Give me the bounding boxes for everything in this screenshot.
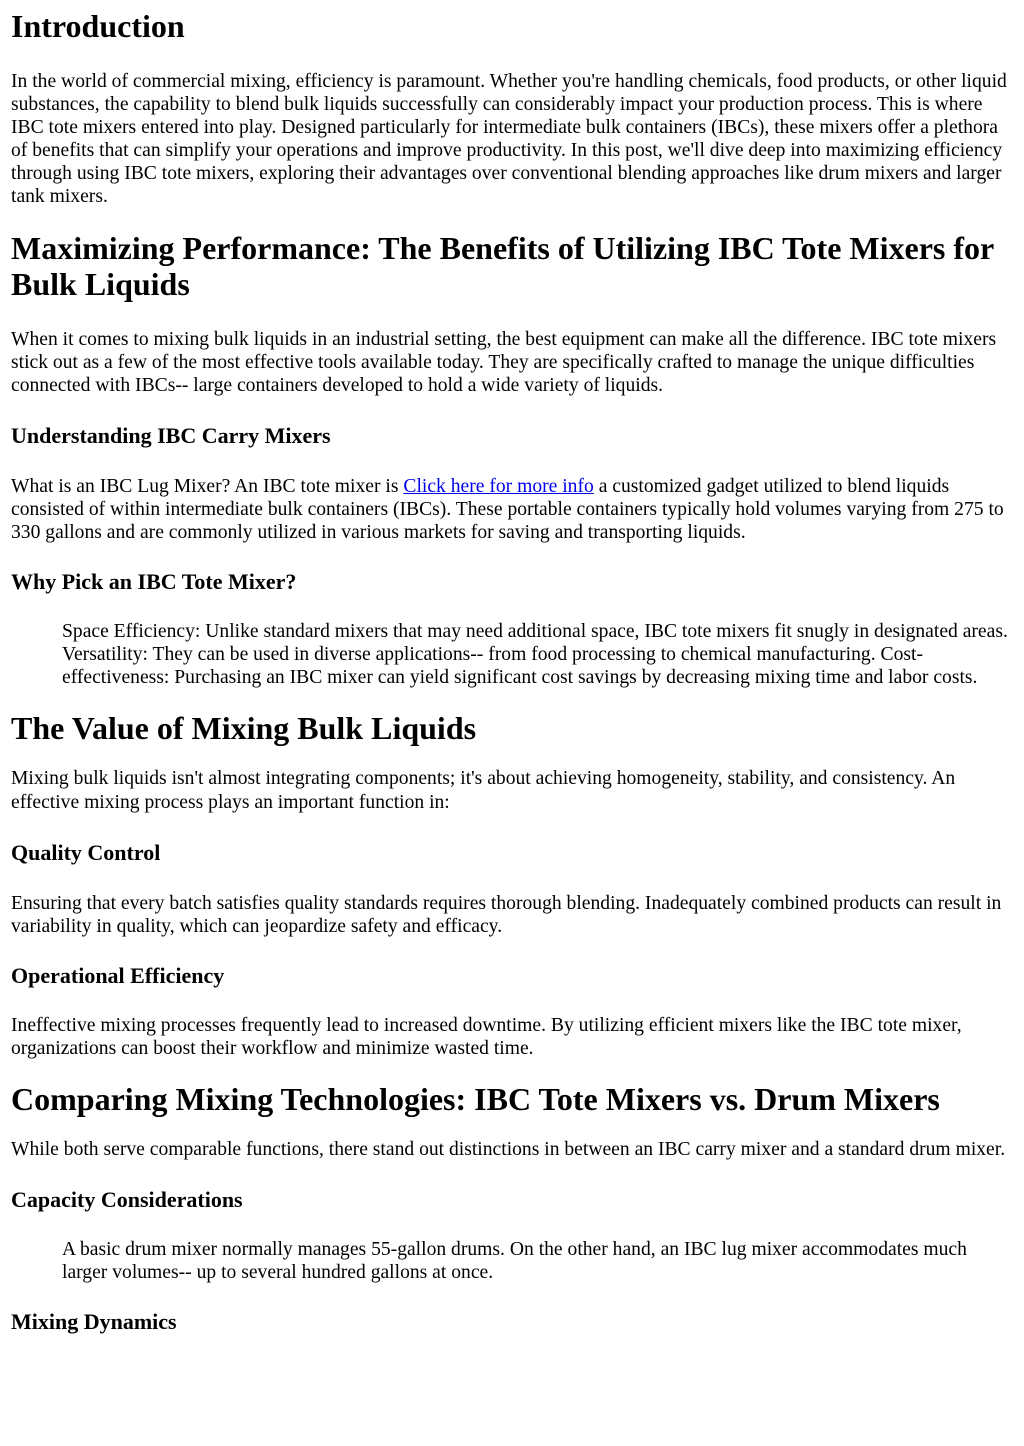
heading-understanding-ibc: Understanding IBC Carry Mixers	[11, 422, 331, 448]
heading-quality-control: Quality Control	[11, 839, 161, 865]
heading-comparing-technologies: Comparing Mixing Technologies: IBC Tote Mixers vs. Drum Mixers	[11, 1080, 940, 1117]
paragraph-comparing-technologies: While both serve comparable functions, there stand out distinctions in between an IBC carry mixer and a standard drum mixer.	[11, 1138, 1006, 1160]
heading-value-of-mixing: The Value of Mixing Bulk Liquids	[11, 710, 477, 747]
heading-why-pick: Why Pick an IBC Tote Mixer?	[11, 569, 297, 595]
paragraph-value-of-mixing: Mixing bulk liquids isn't almost integrating components; it's about achieving homogeneity, stability, and consistency. An effective mixing process plays an important function in:	[11, 768, 956, 813]
heading-operational-efficiency: Operational Efficiency	[11, 962, 225, 988]
paragraph-quality-control: Ensuring that every batch satisfies quality standards requires thorough blending. Inadequately combined products can result in variability in quality, which can jeopardize safety and efficacy.	[11, 892, 1002, 937]
paragraph-operational-efficiency: Ineffective mixing processes frequently lead to increased downtime. By utilizing efficient mixers like the IBC tote mixer, organizations can boost their workflow and minimize wasted time.	[11, 1014, 962, 1059]
paragraph-maximizing-performance: When it comes to mixing bulk liquids in an industrial setting, the best equipment can make all the difference. IBC tote mixers stick out as a few of the most effective tools available today. They are specifically crafted to manage the unique difficulties connected with IBCs-- large containers developed to hold a wide variety of liquids.	[11, 328, 997, 396]
heading-maximizing-performance: Maximizing Performance: The Benefits of Utilizing IBC Tote Mixers for Bulk Liquids	[11, 229, 994, 302]
paragraph-text-before-link: What is an IBC Lug Mixer? An IBC tote mixer is	[11, 475, 404, 497]
paragraph-introduction: In the world of commercial mixing, efficiency is paramount. Whether you're handling chemicals, food products, or other liquid substances, the capability to blend bulk liquids successfully can considerably impact your production process. This is where IBC tote mixers entered into play. Designed particularly for intermediate bulk containers (IBCs), these mixers offer a plethora of benefits that can simplify your operations and improve productivity. In this post, we'll dive deep into maximizing efficiency through using IBC tote mixers, exploring their advantages over conventional blending approaches like drum mixers and larger tank mixers.	[11, 71, 1007, 208]
heading-capacity-considerations: Capacity Considerations	[11, 1187, 243, 1213]
paragraph-text-after-link: a customized gadget utilized to blend liquids consisted of within intermediate bulk containers (IBCs). These portable containers typically hold volumes varying from 275 to 330 gallons and are commonly utilized in various markets for saving and transporting liquids.	[11, 475, 1004, 544]
heading-mixing-dynamics: Mixing Dynamics	[11, 1309, 177, 1335]
more-info-link[interactable]: Click here for more info	[403, 475, 594, 497]
heading-introduction: Introduction	[11, 8, 185, 44]
blockquote-capacity: A basic drum mixer normally manages 55-gallon drums. On the other hand, an IBC lug mixer accommodates much larger volumes-- up to several hundred gallons at once.	[62, 1239, 967, 1284]
blockquote-why-pick: Space Efficiency: Unlike standard mixers that may need additional space, IBC tote mixers fit snugly in designated areas. Versatility: They can be used in diverse applications-- from food processing to chemical manufacturing. Cost-effectiveness: Purchasing an IBC mixer can yield significant cost savings by decreasing mixing time and labor costs.	[62, 621, 1008, 689]
paragraph-understanding-ibc	[11, 475, 1014, 544]
